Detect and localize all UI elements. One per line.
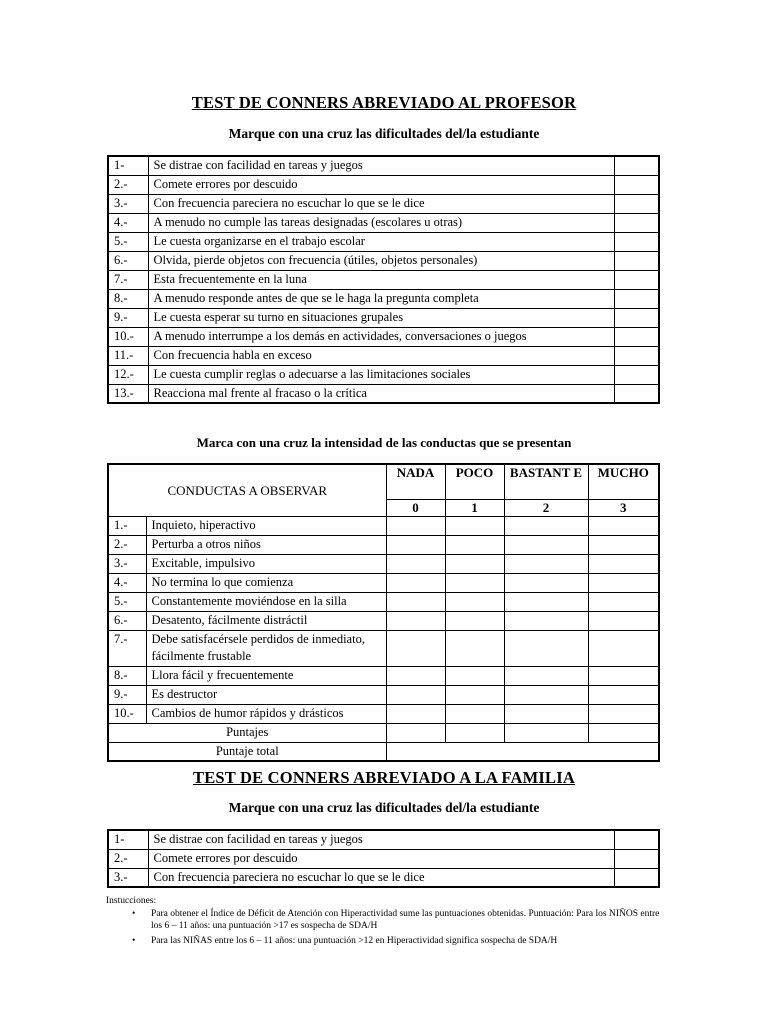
item-text: Con frecuencia pareciera no escuchar lo que se le dice: [148, 194, 614, 213]
instruction-item: [106, 935, 666, 947]
mark-cell[interactable]: [614, 251, 659, 270]
table-row: [108, 289, 659, 308]
intensity-mark-cell[interactable]: [386, 685, 445, 704]
mark-cell[interactable]: [614, 346, 659, 365]
bullet-icon: •: [132, 936, 136, 946]
item-text: Comete errores por descuido: [148, 849, 614, 868]
intensity-subtitle: Marca con una cruz la intensidad de las conductas que se presentan: [196, 435, 572, 450]
mark-cell[interactable]: [614, 308, 659, 327]
table-row: [108, 630, 659, 666]
table-row: [108, 535, 659, 554]
intensity-mark-cell[interactable]: [386, 516, 445, 535]
intensity-mark-cell[interactable]: [445, 704, 504, 723]
intensity-mark-cell[interactable]: [504, 573, 588, 592]
puntaje-total-label: Puntaje total: [108, 742, 386, 761]
item-number: 8.-: [108, 289, 148, 308]
item-text: Con frecuencia pareciera no escuchar lo que se le dice: [148, 868, 614, 887]
item-text: Esta frecuentemente en la luna: [148, 270, 614, 289]
intensity-mark-cell[interactable]: [504, 630, 588, 666]
table-row: [108, 592, 659, 611]
item-text: Le cuesta organizarse en el trabajo escolar: [148, 232, 614, 251]
item-text: A menudo interrumpe a los demás en actividades, conversaciones o juegos: [148, 327, 614, 346]
intensity-mark-cell[interactable]: [588, 704, 659, 723]
intensity-mark-cell[interactable]: [445, 554, 504, 573]
behavior-number: 9.-: [108, 685, 146, 704]
table-row: [108, 213, 659, 232]
intensity-mark-cell[interactable]: [386, 573, 445, 592]
intensity-mark-cell[interactable]: [445, 573, 504, 592]
item-text: Comete errores por descuido: [148, 175, 614, 194]
intensity-mark-cell[interactable]: [386, 592, 445, 611]
mark-cell[interactable]: [614, 830, 659, 849]
mark-cell[interactable]: [614, 156, 659, 175]
behavior-number: 4.-: [108, 573, 146, 592]
mark-cell[interactable]: [614, 270, 659, 289]
intensity-mark-cell[interactable]: [588, 554, 659, 573]
behavior-text: Perturba a otros niños: [146, 535, 386, 554]
table-row: [108, 685, 659, 704]
intensity-mark-cell[interactable]: [445, 535, 504, 554]
intensity-mark-cell[interactable]: [445, 592, 504, 611]
intensity-mark-cell[interactable]: [588, 666, 659, 685]
behavior-text: Cambios de humor rápidos y drásticos: [146, 704, 386, 723]
intensity-mark-cell[interactable]: [504, 685, 588, 704]
instructions-heading: Instucciones:: [106, 896, 157, 906]
score-cell[interactable]: [504, 723, 588, 742]
item-text: Olvida, pierde objetos con frecuencia (útiles, objetos personales): [148, 251, 614, 270]
item-number: 3.-: [108, 194, 148, 213]
col-bastante-label: BASTANT E: [504, 464, 588, 499]
profesor-subtitle: Marque con una cruz las dificultades del/la estudiante: [228, 126, 540, 141]
intensity-mark-cell[interactable]: [588, 516, 659, 535]
instruction-text: Para obtener el Índice de Déficit de Atención con Hiperactividad sume las puntuaciones obtenidas. Puntuación: Para los NIÑOS entre los 6 – 11 años: una puntuación >17 es sospecha de SDA/H: [151, 909, 660, 931]
item-number: 2.-: [108, 849, 148, 868]
mark-cell[interactable]: [614, 175, 659, 194]
instruction-item: [106, 908, 666, 932]
mark-cell[interactable]: [614, 849, 659, 868]
item-text: Se distrae con facilidad en tareas y juegos: [148, 156, 614, 175]
table-row: [108, 611, 659, 630]
familia-subtitle: Marque con una cruz las dificultades del/la estudiante: [228, 800, 540, 815]
mark-cell[interactable]: [614, 868, 659, 887]
item-number: 10.-: [108, 327, 148, 346]
intensity-mark-cell[interactable]: [445, 516, 504, 535]
item-number: 3.-: [108, 868, 148, 887]
item-number: 7.-: [108, 270, 148, 289]
behavior-number: 7.-: [108, 630, 146, 666]
mark-cell[interactable]: [614, 289, 659, 308]
table-row: [108, 251, 659, 270]
intensity-mark-cell[interactable]: [588, 573, 659, 592]
familia-title: TEST DE CONNERS ABREVIADO A LA FAMILIA: [193, 768, 575, 787]
table-row: [108, 516, 659, 535]
item-text: Se distrae con facilidad en tareas y juegos: [148, 830, 614, 849]
behavior-text: Desatento, fácilmente distráctil: [146, 611, 386, 630]
puntaje-total-row: [108, 742, 659, 761]
col-mucho-label: MUCHO: [588, 464, 659, 499]
behavior-text: Llora fácil y frecuentemente: [146, 666, 386, 685]
behavior-text: Constantemente moviéndose en la silla: [146, 592, 386, 611]
table-row: [108, 308, 659, 327]
item-number: 1-: [108, 830, 148, 849]
behavior-text: Excitable, impulsivo: [146, 554, 386, 573]
intensity-mark-cell[interactable]: [504, 592, 588, 611]
table-row: [108, 175, 659, 194]
intensity-mark-cell[interactable]: [504, 611, 588, 630]
intensity-mark-cell[interactable]: [386, 704, 445, 723]
col-poco-score: 1: [445, 499, 504, 516]
intensity-mark-cell[interactable]: [386, 611, 445, 630]
table-row: [108, 327, 659, 346]
item-number: 1-: [108, 156, 148, 175]
behavior-text: Debe satisfacérsele perdidos de inmediato, fácilmente frustable: [146, 630, 386, 666]
table-row: [108, 384, 659, 403]
intensity-mark-cell[interactable]: [445, 611, 504, 630]
puntajes-row: [108, 723, 659, 742]
conductas-header: CONDUCTAS A OBSERVAR: [108, 464, 386, 516]
score-cell[interactable]: [445, 723, 504, 742]
intensity-mark-cell[interactable]: [588, 592, 659, 611]
item-number: 12.-: [108, 365, 148, 384]
mark-cell[interactable]: [614, 213, 659, 232]
intensity-mark-cell[interactable]: [445, 630, 504, 666]
instructions-list: [106, 908, 666, 947]
mark-cell[interactable]: [614, 384, 659, 403]
col-nada-score: 0: [386, 499, 445, 516]
intensity-mark-cell[interactable]: [445, 666, 504, 685]
table-row: [108, 554, 659, 573]
item-text: Reacciona mal frente al fracaso o la crítica: [148, 384, 614, 403]
mark-cell[interactable]: [614, 365, 659, 384]
table-row: [108, 704, 659, 723]
table-row: [108, 830, 659, 849]
intensity-mark-cell[interactable]: [386, 630, 445, 666]
behavior-text: Es destructor: [146, 685, 386, 704]
intensity-mark-cell[interactable]: [504, 516, 588, 535]
intensity-mark-cell[interactable]: [588, 535, 659, 554]
item-number: 5.-: [108, 232, 148, 251]
intensity-table: [107, 463, 660, 762]
table-row: [108, 194, 659, 213]
item-number: 6.-: [108, 251, 148, 270]
col-bastante-score: 2: [504, 499, 588, 516]
total-score-cell[interactable]: [386, 742, 659, 761]
bullet-icon: •: [132, 909, 136, 919]
item-text: A menudo responde antes de que se le haga la pregunta completa: [148, 289, 614, 308]
familia-checklist-table: [107, 829, 660, 888]
table-row: [108, 573, 659, 592]
behavior-number: 2.-: [108, 535, 146, 554]
table-row: [108, 365, 659, 384]
item-number: 9.-: [108, 308, 148, 327]
score-cell[interactable]: [386, 723, 445, 742]
intensity-mark-cell[interactable]: [386, 554, 445, 573]
item-text: A menudo no cumple las tareas designadas (escolares u otras): [148, 213, 614, 232]
table-row: [108, 156, 659, 175]
score-cell[interactable]: [588, 723, 659, 742]
item-number: 4.-: [108, 213, 148, 232]
profesor-checklist-table: [107, 155, 660, 404]
item-number: 13.-: [108, 384, 148, 403]
instruction-text: Para las NIÑAS entre los 6 – 11 años: una puntuación >12 en Hiperactividad significa sospecha de SDA/H: [151, 936, 558, 946]
intensity-mark-cell[interactable]: [588, 611, 659, 630]
behavior-text: Inquieto, hiperactivo: [146, 516, 386, 535]
table-row: [108, 849, 659, 868]
intensity-mark-cell[interactable]: [504, 554, 588, 573]
item-number: 11.-: [108, 346, 148, 365]
table-row: [108, 666, 659, 685]
behavior-number: 10.-: [108, 704, 146, 723]
behavior-number: 6.-: [108, 611, 146, 630]
behavior-text: No termina lo que comienza: [146, 573, 386, 592]
intensity-mark-cell[interactable]: [504, 666, 588, 685]
behavior-number: 1.-: [108, 516, 146, 535]
item-text: Le cuesta esperar su turno en situaciones grupales: [148, 308, 614, 327]
profesor-title: TEST DE CONNERS ABREVIADO AL PROFESOR: [191, 93, 577, 112]
intensity-mark-cell[interactable]: [386, 535, 445, 554]
table-row: [108, 346, 659, 365]
col-poco-label: POCO: [445, 464, 504, 499]
table-row: [108, 868, 659, 887]
intensity-mark-cell[interactable]: [445, 685, 504, 704]
intensity-mark-cell[interactable]: [588, 685, 659, 704]
mark-cell[interactable]: [614, 194, 659, 213]
puntajes-label: Puntajes: [108, 723, 386, 742]
behavior-number: 8.-: [108, 666, 146, 685]
col-mucho-score: 3: [588, 499, 659, 516]
intensity-mark-cell[interactable]: [386, 666, 445, 685]
mark-cell[interactable]: [614, 232, 659, 251]
mark-cell[interactable]: [614, 327, 659, 346]
col-nada-label: NADA: [386, 464, 445, 499]
table-row: [108, 232, 659, 251]
table-row: [108, 270, 659, 289]
intensity-mark-cell[interactable]: [504, 704, 588, 723]
item-text: Con frecuencia habla en exceso: [148, 346, 614, 365]
behavior-number: 5.-: [108, 592, 146, 611]
intensity-mark-cell[interactable]: [504, 535, 588, 554]
intensity-mark-cell[interactable]: [588, 630, 659, 666]
item-text: Le cuesta cumplir reglas o adecuarse a las limitaciones sociales: [148, 365, 614, 384]
item-number: 2.-: [108, 175, 148, 194]
behavior-number: 3.-: [108, 554, 146, 573]
